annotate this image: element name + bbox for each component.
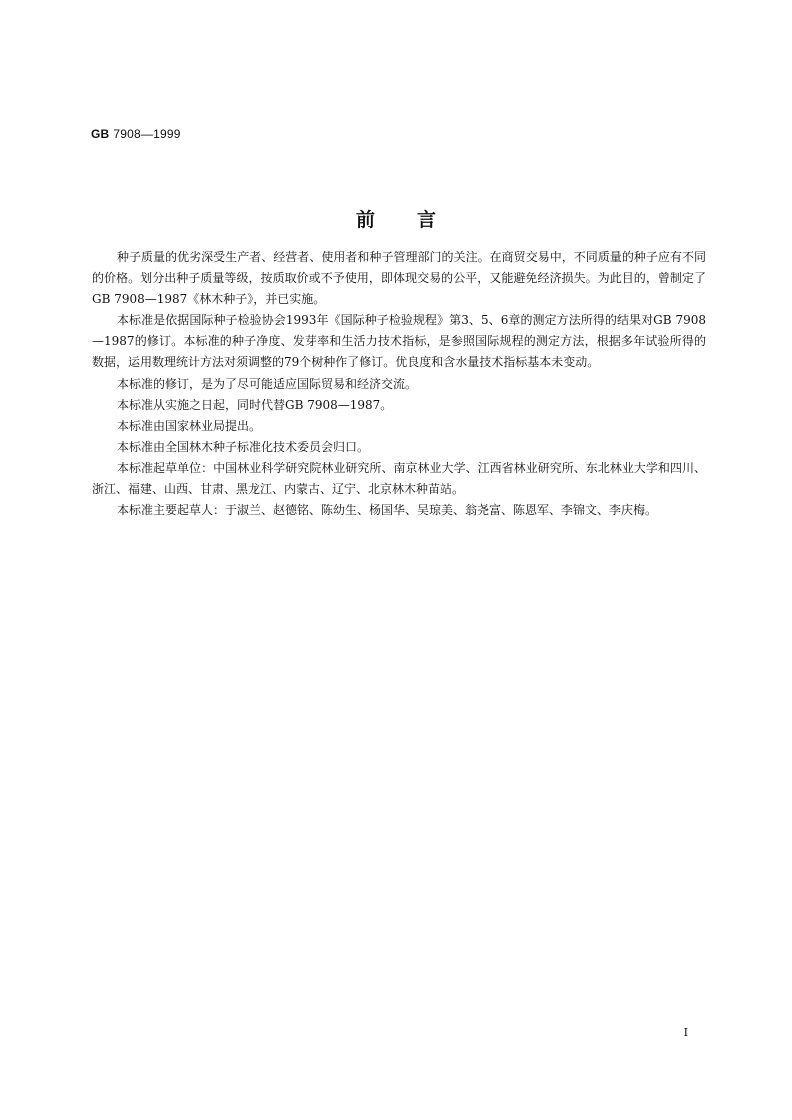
paragraph-4: 本标准从实施之日起，同时代替GB 7908—1987。 (117, 397, 393, 412)
foreword-body (92, 247, 706, 521)
paragraph-5: 本标准由国家林业局提出。 (117, 418, 262, 433)
standard-number (91, 127, 181, 141)
paragraph-7: 本标准起草单位：中国林业科学研究院林业研究所、南京林业大学、江西省林业研究所、东北林业大学和四川、浙江、福建、山西、甘肃、黑龙江、内蒙古、辽宁、北京林木种苗站。 (92, 460, 706, 497)
paragraph-6: 本标准由全国林木种子标准化技术委员会归口。 (117, 439, 370, 454)
title-char-1: 前 (355, 209, 375, 231)
standard-prefix: GB (91, 127, 110, 141)
paragraph-3: 本标准的修订，是为了尽可能适应国际贸易和经济交流。 (117, 376, 418, 391)
standard-code: 7908—1999 (113, 127, 181, 141)
page-number: I (683, 1026, 688, 1039)
page-title (0, 205, 792, 232)
paragraph-2: 本标准是依据国际种子检验协会1993年《国际种子检验规程》第3、5、6章的测定方法所得的结果对GB 7908—1987的修订。本标准的种子净度、发芽率和生活力技术指标，是参照国际规程的测定方法，根据多年试验所得的数据，运用数理统计方法对须调整的79个树种作了修订。优良度和含水量技术指标基本未变动。 (92, 313, 706, 370)
title-char-2: 言 (417, 209, 437, 231)
paragraph-8: 本标准主要起草人：于淑兰、赵德铭、陈幼生、杨国华、吴琼美、翁尧富、陈恩军、李锦文、李庆梅。 (117, 503, 658, 518)
paragraph-1: 种子质量的优劣深受生产者、经营者、使用者和种子管理部门的关注。在商贸交易中，不同质量的种子应有不同的价格。划分出种子质量等级，按质取价或不予使用，即体现交易的公平，又能避免经济损失。为此目的，曾制定了GB 7908—1987《林木种子》，并已实施。 (92, 250, 706, 307)
